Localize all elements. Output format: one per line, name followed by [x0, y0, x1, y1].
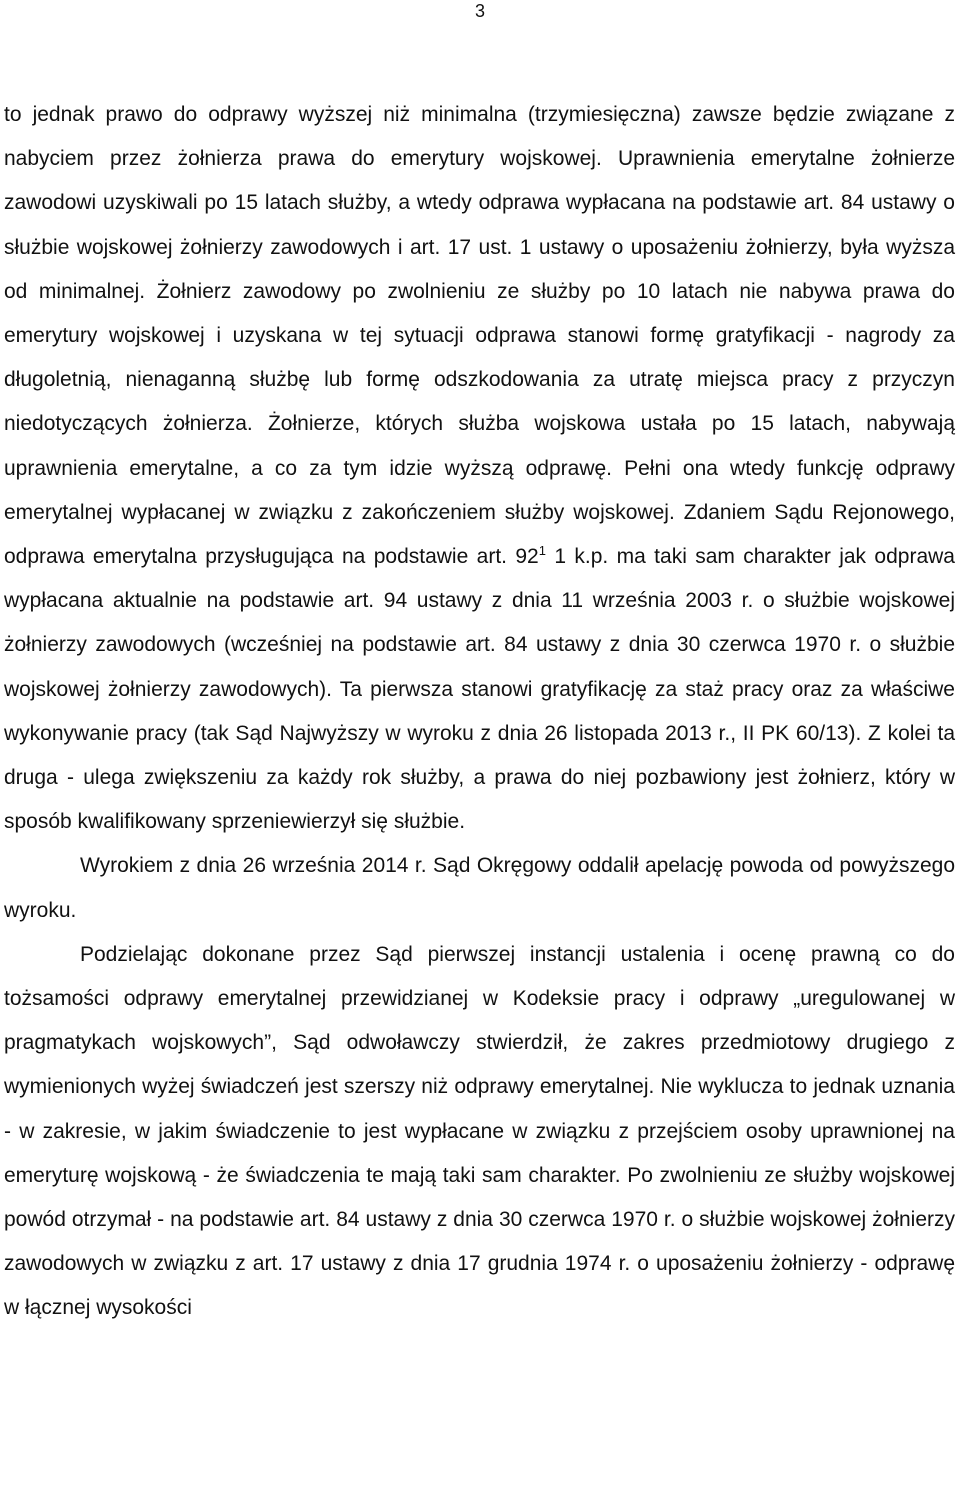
- paragraph-appeal-reasoning: Podzielając dokonane przez Sąd pierwszej instancji ustalenia i ocenę prawną co do tożsamości odprawy emerytalnej przewidzianej w Kodeksie pracy i odprawy „uregulowanej w pragmatykach wojskowych”, Sąd odwoławczy stwierdził, że zakres przedmiotowy drugiego z wymienionych wyżej świadczeń jest szerszy niż odprawy emerytalnej. Nie wyklucza to jednak uznania - w zakresie, w jakim świadczenie to jest wypłacane w związku z przejściem osoby uprawnionej na emeryturę wojskową - że świadczenia te mają taki sam charakter. Po zwolnieniu ze służby wojskowej powód otrzymał - na podstawie art. 84 ustawy z dnia 30 czerwca 1970 r. o służbie wojskowej żołnierzy zawodowych w związku z art. 17 ustawy z dnia 17 grudnia 1974 r. o uposażeniu żołnierzy - odprawę w łącznej wysokości: [4, 942, 955, 1320]
- paragraph-judgment: Wyrokiem z dnia 26 września 2014 r. Sąd Okręgowy oddalił apelację powoda od powyższego wyroku.: [4, 854, 955, 922]
- paragraph-text-continued: 1 k.p. ma taki sam charakter jak odprawa wypłacana aktualnie na podstawie art. 94 ustawy z dnia 11 września 2003 r. o służbie wojskowej żołnierzy zawodowych (wcześniej na podstawie art. 84 ustawy z dnia 30 czerwca 1970 r. o służbie wojskowej żołnierzy zawodowych). Ta pierwsza stanowi gratyfikację za staż pracy oraz za właściwe wykonywanie pracy (tak Sąd Najwyższy w wyroku z dnia 26 listopada 2013 r., II PK 60/13). Z kolei ta druga - ulega zwiększeniu za każdy rok służby, a prawa do niej pozbawiony jest żołnierz, który w sposób kwalifikowany sprzeniewierzył się służbie.: [4, 545, 955, 834]
- article-superscript: 1: [538, 543, 546, 559]
- paragraph-continuation: [4, 93, 955, 844]
- paragraph-text: to jednak prawo do odprawy wyższej niż minimalna (trzymiesięczna) zawsze będzie związane z nabyciem przez żołnierza prawa do emerytury wojskowej. Uprawnienia emerytalne żołnierze zawodowi uzyskiwali po 15 latach służby, a wtedy odprawa wypłacana na podstawie art. 84 ustawy o służbie wojskowej żołnierzy zawodowych i art. 17 ust. 1 ustawy o uposażeniu żołnierzy, była wyższa od minimalnej. Żołnierz zawodowy po zwolnieniu ze służby po 10 latach nie nabywa prawa do emerytury wojskowej i uzyskana w tej sytuacji odprawa stanowi formę gratyfikacji - nagrody za długoletnią, nienaganną służbę lub formę odszkodowania za utratę miejsca pracy z przyczyn niedotyczących żołnierza. Żołnierze, których służba wojskowa ustała po 15 latach, nabywają uprawnienia emerytalne, a co za tym idzie wyższą odprawę. Pełni ona wtedy funkcję odprawy emerytalnej wypłacanej w związku z zakończeniem służby wojskowej. Zdaniem Sądu Rejonowego, odprawa emerytalna przysługująca na podstawie art. 92: [4, 103, 955, 569]
- document-body: [4, 93, 955, 1331]
- page-number: 3: [474, 1, 485, 21]
